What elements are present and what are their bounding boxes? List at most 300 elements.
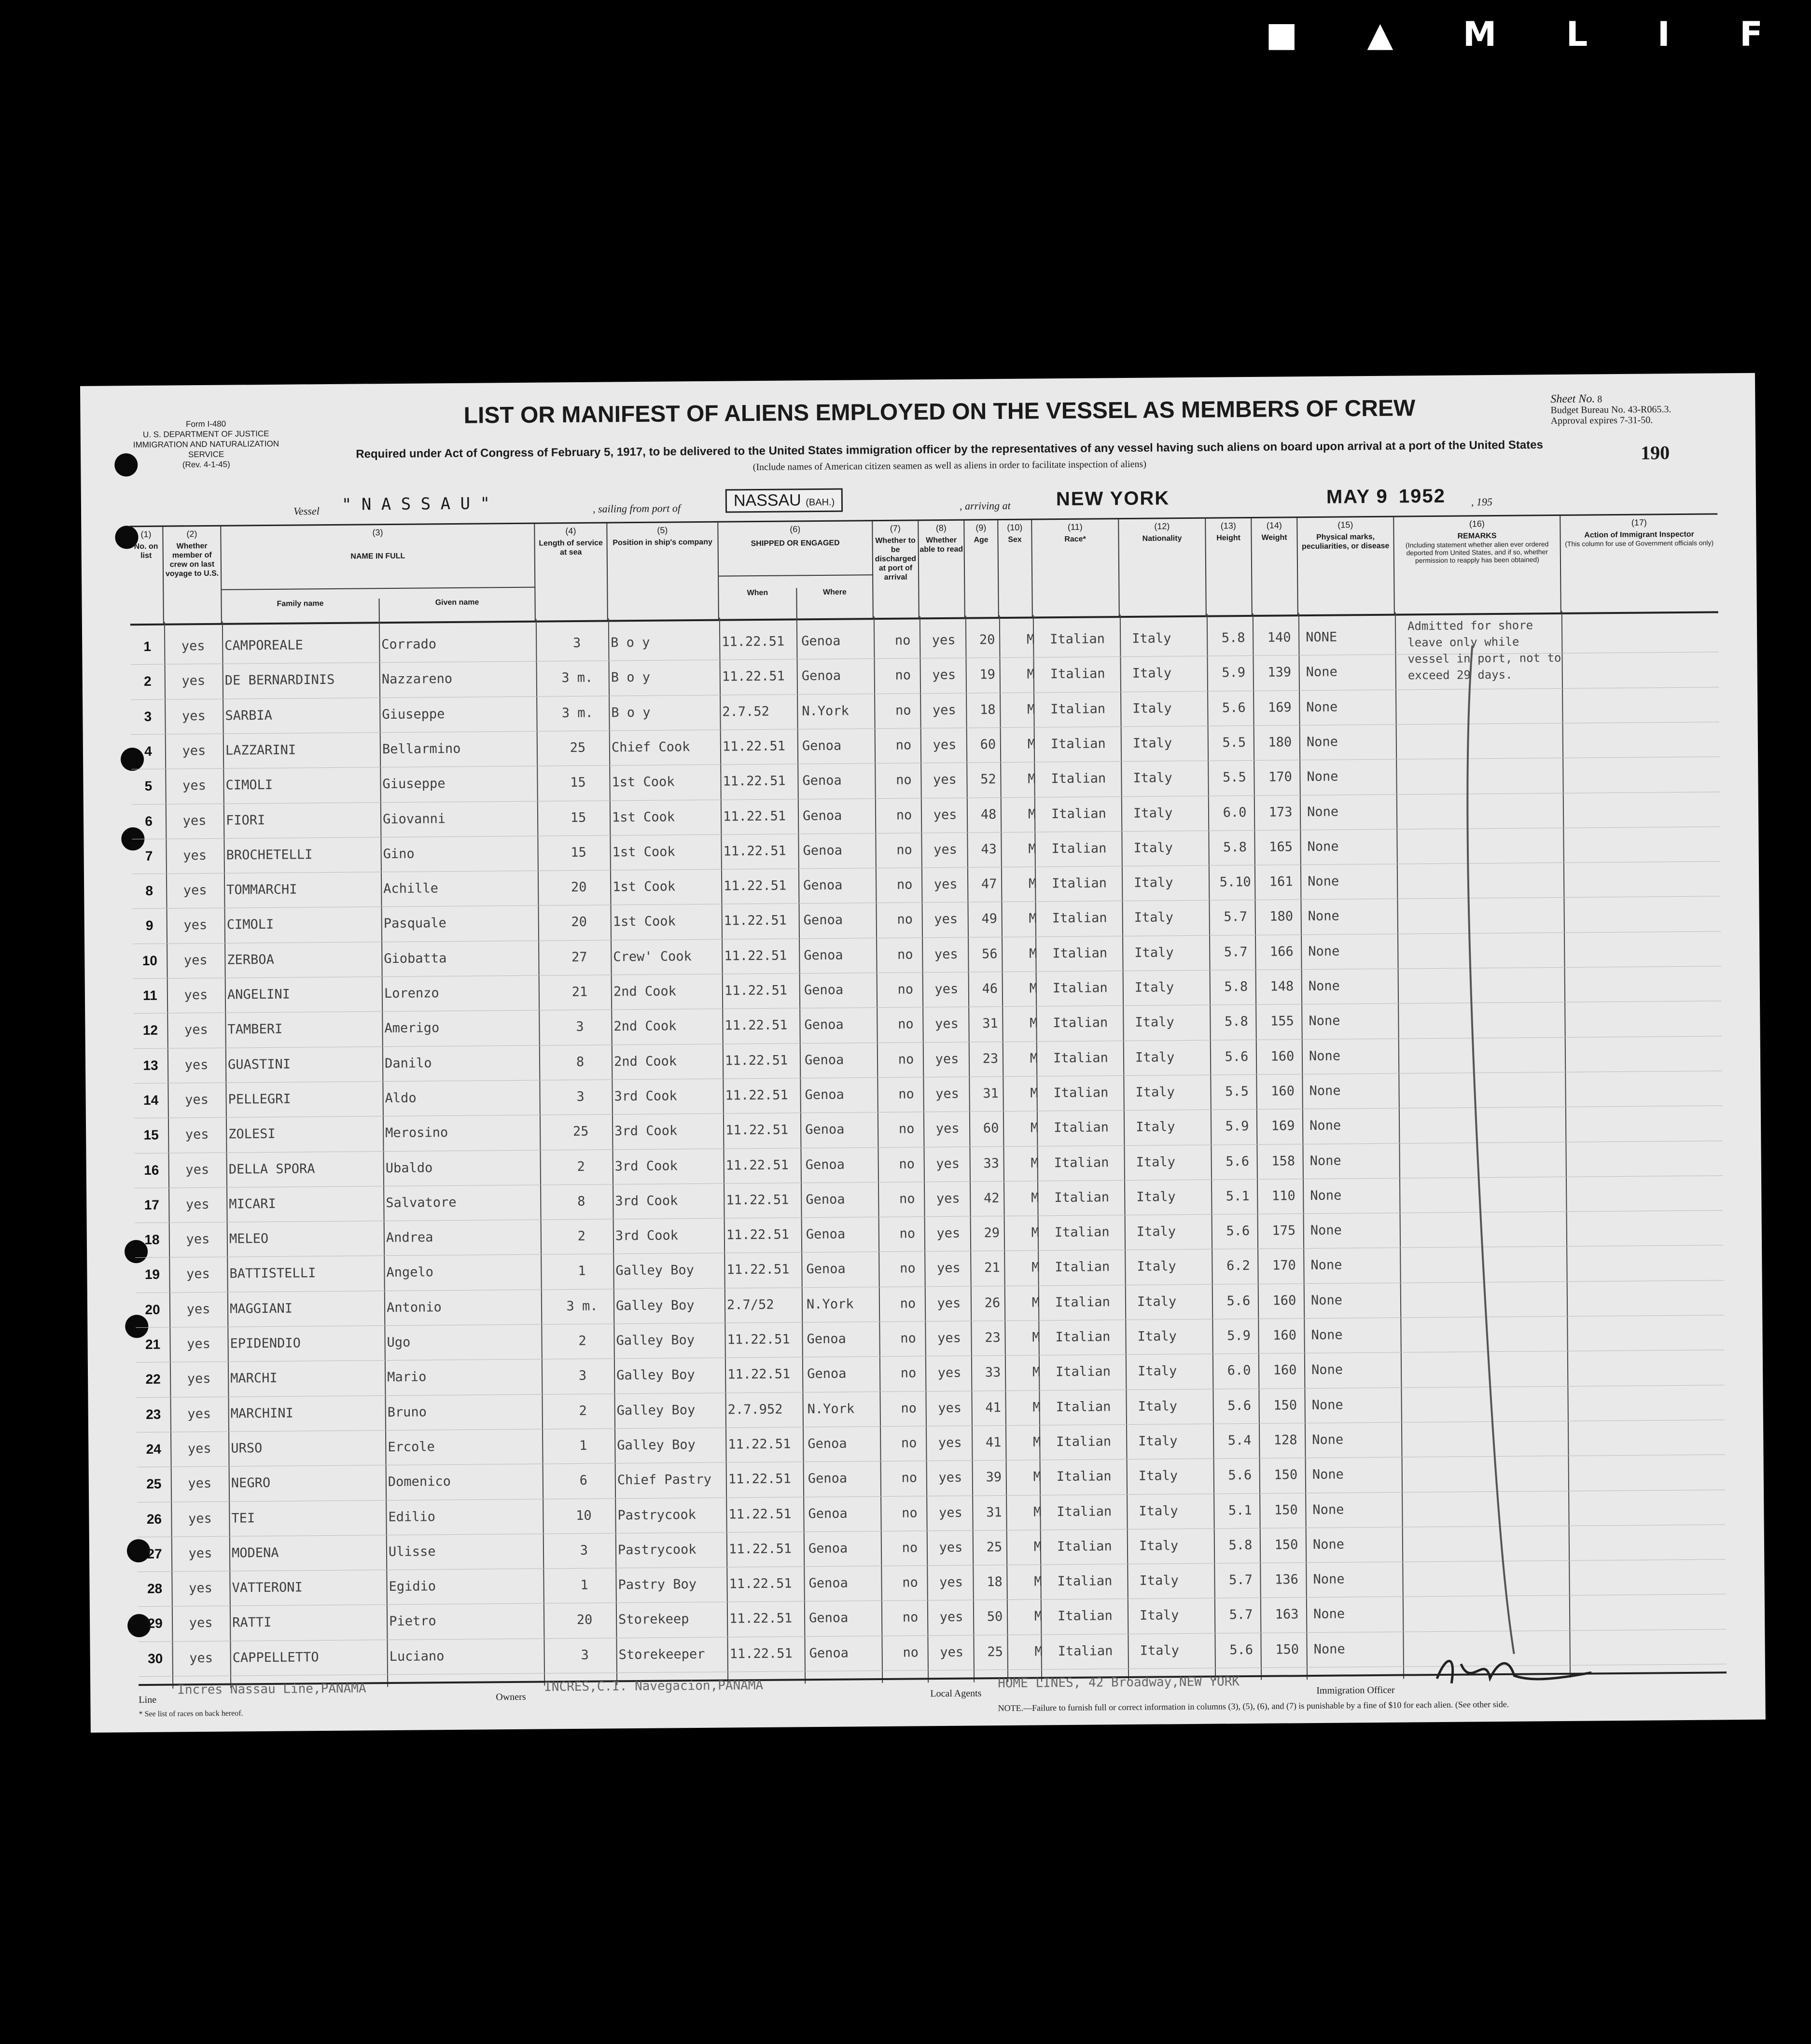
length-of-service: 3 xyxy=(576,1019,584,1035)
height: 5.6 xyxy=(1225,1049,1249,1065)
shipped-where: N.York xyxy=(806,1296,854,1312)
to-be-discharged: no xyxy=(902,1505,918,1521)
col-nationality: (12) Nationality xyxy=(1119,519,1207,616)
physical-marks: None xyxy=(1306,699,1338,715)
shipped-when: 11.22.51 xyxy=(724,983,788,999)
race: Italian xyxy=(1057,1503,1112,1519)
col-height: (13) Height xyxy=(1206,518,1253,615)
height: 5.10 xyxy=(1219,875,1251,890)
to-be-discharged: no xyxy=(897,982,914,997)
shipped-where: Genoa xyxy=(804,947,843,963)
age: 21 xyxy=(984,1260,1000,1276)
col-service: (4) Length of service at sea xyxy=(535,523,608,620)
shipped-when: 11.22.51 xyxy=(722,634,785,650)
shipped-where: Genoa xyxy=(808,1436,847,1452)
last-voyage: yes xyxy=(182,778,207,793)
col-read: (8) Whether able to read xyxy=(919,521,965,618)
family-name: LAZZARINI xyxy=(225,742,296,758)
race: Italian xyxy=(1054,1190,1110,1205)
agents-label: Local Agents xyxy=(930,1688,982,1699)
row-number: 4 xyxy=(144,743,152,759)
race: Italian xyxy=(1052,910,1107,926)
shipped-where: Genoa xyxy=(804,1017,844,1033)
position: Galley Boy xyxy=(615,1263,695,1279)
physical-marks: None xyxy=(1312,1502,1344,1517)
vessel-name: " N A S S A U " xyxy=(341,494,490,514)
weight: 110 xyxy=(1271,1188,1296,1204)
given-name: Antonio xyxy=(386,1299,442,1315)
nationality: Italy xyxy=(1140,1642,1180,1658)
row-number: 30 xyxy=(148,1651,163,1666)
row-number: 12 xyxy=(142,1023,158,1038)
shipped-when: 11.22.51 xyxy=(724,913,787,929)
last-voyage: yes xyxy=(184,1057,209,1072)
sex: M xyxy=(1032,1330,1040,1345)
given-name: Giovanni xyxy=(382,811,446,827)
length-of-service: 27 xyxy=(571,949,587,965)
col-race: (11) Race* xyxy=(1032,519,1120,616)
to-be-discharged: no xyxy=(898,1052,914,1067)
race: Italian xyxy=(1050,736,1106,752)
sex: M xyxy=(1032,1400,1041,1415)
able-to-read: yes xyxy=(936,1225,961,1241)
physical-marks: None xyxy=(1306,734,1338,750)
able-to-read: yes xyxy=(933,842,958,857)
budget-bureau: Budget Bureau No. 43-R065.3. xyxy=(1550,404,1672,416)
shipped-when: 11.22.51 xyxy=(726,1192,789,1208)
age: 18 xyxy=(979,702,996,717)
position: Pastrycook xyxy=(617,1542,697,1558)
family-name: TEI xyxy=(231,1510,255,1526)
nationality: Italy xyxy=(1137,1363,1177,1379)
shipped-when: 11.22.51 xyxy=(725,1087,788,1103)
shipped-when: 11.22.51 xyxy=(729,1646,793,1662)
given-name: Egidio xyxy=(389,1579,436,1595)
given-name: Andrea xyxy=(386,1230,433,1246)
physical-marks: None xyxy=(1312,1467,1344,1483)
given-name: Corrado xyxy=(381,637,437,653)
port-name: NASSAU xyxy=(733,491,801,510)
length-of-service: 2 xyxy=(577,1228,586,1244)
weight: 150 xyxy=(1274,1537,1298,1553)
last-voyage: yes xyxy=(187,1336,211,1352)
length-of-service: 10 xyxy=(576,1508,592,1523)
given-name: Pasquale xyxy=(383,916,446,932)
to-be-discharged: no xyxy=(896,842,912,858)
nationality: Italy xyxy=(1138,1398,1178,1414)
row-number: 22 xyxy=(145,1372,161,1387)
row-number: 26 xyxy=(146,1511,162,1527)
sex: M xyxy=(1032,1434,1041,1450)
given-name: Bellarmino xyxy=(382,741,461,757)
shipped-where: Genoa xyxy=(808,1541,848,1557)
race: Italian xyxy=(1050,701,1106,717)
shipped-where: Genoa xyxy=(807,1331,846,1347)
family-name: URSO xyxy=(231,1440,263,1456)
race: Italian xyxy=(1056,1469,1112,1485)
height: 6.0 xyxy=(1227,1363,1251,1378)
row-number: 21 xyxy=(145,1336,161,1352)
position: 1st Cook xyxy=(612,809,675,825)
to-be-discharged: no xyxy=(902,1610,919,1626)
able-to-read: yes xyxy=(933,807,957,822)
last-voyage: yes xyxy=(189,1581,213,1596)
height: 5.6 xyxy=(1222,700,1246,716)
height: 5.1 xyxy=(1228,1502,1252,1518)
sex: M xyxy=(1029,911,1037,926)
family-name: CAMPOREALE xyxy=(224,638,303,654)
last-voyage: yes xyxy=(188,1511,212,1526)
physical-marks: None xyxy=(1310,1188,1342,1203)
shipped-where: Genoa xyxy=(803,913,843,928)
weight: 136 xyxy=(1274,1572,1299,1587)
to-be-discharged: no xyxy=(896,877,913,892)
race: Italian xyxy=(1054,1224,1110,1240)
row-number: 2 xyxy=(143,674,152,689)
able-to-read: yes xyxy=(936,1156,960,1171)
age: 47 xyxy=(981,876,997,892)
weight: 148 xyxy=(1270,979,1294,994)
able-to-read: yes xyxy=(934,981,959,997)
nationality: Italy xyxy=(1135,1049,1175,1065)
given-name: Danilo xyxy=(384,1055,432,1071)
family-name: BATTISTELLI xyxy=(229,1265,316,1282)
age: 41 xyxy=(985,1400,1002,1415)
race: Italian xyxy=(1051,841,1107,857)
position: 1st Cook xyxy=(613,914,676,930)
to-be-discharged: no xyxy=(895,737,912,753)
nationality: Italy xyxy=(1137,1329,1177,1344)
shipped-when: 11.22.51 xyxy=(723,773,786,789)
family-name: DE BERNARDINIS xyxy=(224,672,335,688)
to-be-discharged: no xyxy=(899,1191,915,1207)
family-name: MARCHINI xyxy=(230,1405,293,1421)
length-of-service: 20 xyxy=(576,1613,593,1628)
given-name: Salvatore xyxy=(386,1195,457,1210)
age: 25 xyxy=(986,1539,1003,1555)
given-name: Nazzareno xyxy=(381,671,453,687)
shipped-when: 11.22.51 xyxy=(728,1436,791,1452)
height: 6.0 xyxy=(1223,805,1247,820)
col-given-name: Given name xyxy=(435,598,479,607)
col-age: (9) Age xyxy=(964,520,999,617)
age: 56 xyxy=(981,946,998,962)
weight: 155 xyxy=(1270,1014,1294,1029)
to-be-discharged: no xyxy=(898,1086,914,1102)
last-voyage: yes xyxy=(185,1162,209,1177)
weight: 160 xyxy=(1270,1048,1295,1064)
nationality: Italy xyxy=(1136,1224,1176,1239)
col-when: When xyxy=(719,588,797,619)
able-to-read: yes xyxy=(939,1574,963,1590)
shipped-where: Genoa xyxy=(805,1122,845,1138)
age: 48 xyxy=(980,806,997,822)
position: 3rd Cook xyxy=(614,1123,678,1139)
able-to-read: yes xyxy=(933,737,957,753)
age: 29 xyxy=(984,1225,1000,1241)
position: B o y xyxy=(611,705,651,720)
physical-marks: NONE xyxy=(1306,629,1337,645)
shipped-when: 11.22.51 xyxy=(725,1157,789,1173)
nationality: Italy xyxy=(1132,666,1172,681)
physical-marks: None xyxy=(1309,1153,1341,1168)
col-physical-marks: (15) Physical marks, peculiarities, or disease xyxy=(1297,517,1395,615)
to-be-discharged: no xyxy=(897,912,913,928)
physical-marks: None xyxy=(1309,1083,1341,1098)
length-of-service: 8 xyxy=(576,1054,585,1070)
arrival-date: MAY 9 xyxy=(1326,486,1388,508)
to-be-discharged: no xyxy=(900,1331,916,1346)
height: 5.7 xyxy=(1224,909,1248,925)
last-voyage: yes xyxy=(185,1092,209,1108)
height: 5.6 xyxy=(1226,1154,1250,1169)
position: Chief Cook xyxy=(611,739,690,755)
position: Galley Boy xyxy=(615,1297,695,1314)
sex: M xyxy=(1033,1504,1042,1520)
sheet-value: 8 xyxy=(1597,394,1602,405)
age: 31 xyxy=(982,1016,998,1031)
family-name: ZOLESI xyxy=(228,1126,276,1142)
nationality: Italy xyxy=(1138,1433,1178,1449)
nationality: Italy xyxy=(1132,700,1172,716)
family-name: CIMOLI xyxy=(226,917,274,933)
age: 25 xyxy=(987,1644,1003,1660)
col-name: (3) NAME IN FULL Family name Given name xyxy=(221,524,536,623)
nationality: Italy xyxy=(1133,805,1173,821)
height: 6.2 xyxy=(1226,1258,1250,1274)
family-name: BROCHETELLI xyxy=(226,847,313,863)
weight: 150 xyxy=(1275,1641,1299,1657)
nationality: Italy xyxy=(1137,1259,1176,1275)
position: Pastry Boy xyxy=(618,1577,697,1593)
last-voyage: yes xyxy=(187,1441,211,1457)
last-voyage: yes xyxy=(183,918,208,933)
length-of-service: 2 xyxy=(578,1333,586,1349)
weight: 161 xyxy=(1269,874,1293,890)
race: Italian xyxy=(1050,666,1105,682)
nationality: Italy xyxy=(1136,1154,1176,1170)
position: Galley Boy xyxy=(616,1402,696,1418)
given-name: Bruno xyxy=(387,1404,427,1420)
last-voyage: yes xyxy=(183,883,207,898)
shipped-when: 2.7/52 xyxy=(726,1297,774,1313)
weight: 180 xyxy=(1269,909,1294,925)
given-name: Merosino xyxy=(385,1125,448,1141)
col-sex: (10) Sex xyxy=(998,520,1033,617)
nationality: Italy xyxy=(1138,1468,1178,1484)
to-be-discharged: no xyxy=(897,947,913,962)
sex: M xyxy=(1027,737,1036,752)
nationality: Italy xyxy=(1132,736,1172,751)
shipped-where: Genoa xyxy=(805,1087,844,1103)
age: 31 xyxy=(986,1504,1002,1520)
given-name: Giobatta xyxy=(384,950,447,966)
position: 1st Cook xyxy=(612,844,675,860)
last-voyage: yes xyxy=(181,638,205,654)
family-name: VATTERONI xyxy=(232,1580,303,1596)
row-number: 6 xyxy=(145,813,153,829)
sex: M xyxy=(1029,981,1038,996)
last-voyage: yes xyxy=(185,1127,209,1142)
row-number: 7 xyxy=(145,848,153,863)
given-name: Pietro xyxy=(389,1613,436,1629)
to-be-discharged: no xyxy=(896,772,912,788)
physical-marks: None xyxy=(1311,1362,1343,1378)
shipped-where: Genoa xyxy=(809,1645,849,1661)
family-name: MAGGIANI xyxy=(229,1301,293,1317)
arriving-label: , arriving at xyxy=(959,499,1011,512)
given-name: Edilio xyxy=(388,1509,436,1525)
shipped-where: Genoa xyxy=(804,982,844,998)
physical-marks: None xyxy=(1312,1537,1345,1552)
given-name: Angelo xyxy=(386,1265,434,1280)
age: 19 xyxy=(979,667,996,682)
shipped-where: Genoa xyxy=(806,1261,846,1277)
family-name: PELLEGRI xyxy=(228,1091,291,1107)
shipped-when: 11.22.51 xyxy=(729,1611,793,1627)
shipped-when: 11.22.51 xyxy=(726,1227,790,1243)
sheet-number: 190 xyxy=(1641,442,1670,464)
physical-marks: None xyxy=(1308,908,1339,924)
age: 39 xyxy=(986,1470,1002,1485)
physical-marks: None xyxy=(1313,1641,1345,1657)
race: Italian xyxy=(1052,980,1108,996)
row-number: 25 xyxy=(146,1476,162,1492)
weight: 150 xyxy=(1274,1502,1298,1518)
shipped-where: Genoa xyxy=(807,1366,847,1382)
last-voyage: yes xyxy=(181,673,206,689)
physical-marks: None xyxy=(1306,664,1337,680)
nationality: Italy xyxy=(1139,1573,1179,1588)
arrival-port: NEW YORK xyxy=(1056,487,1170,510)
race: Italian xyxy=(1055,1294,1110,1310)
age: 49 xyxy=(981,911,998,927)
length-of-service: 20 xyxy=(571,879,587,895)
length-of-service: 3 xyxy=(576,1089,585,1104)
sex: M xyxy=(1026,632,1035,647)
last-voyage: yes xyxy=(182,813,207,828)
age: 43 xyxy=(981,841,997,857)
length-of-service: 3 xyxy=(581,1647,589,1663)
height: 5.8 xyxy=(1224,1014,1248,1029)
given-name: Giuseppe xyxy=(382,776,446,792)
col-no: (1) No. on list xyxy=(129,527,164,624)
weight: 165 xyxy=(1269,839,1293,855)
sex: M xyxy=(1028,841,1036,857)
vessel-label: Vessel xyxy=(293,505,320,517)
shipped-where: N.York xyxy=(802,703,850,719)
position: 1st Cook xyxy=(612,774,675,790)
length-of-service: 2 xyxy=(579,1403,587,1418)
able-to-read: yes xyxy=(939,1540,963,1555)
weight: 160 xyxy=(1273,1363,1297,1378)
race: Italian xyxy=(1057,1573,1113,1589)
height: 5.9 xyxy=(1222,665,1246,681)
officer-label: Immigration Officer xyxy=(1316,1684,1395,1696)
nationality: Italy xyxy=(1139,1538,1179,1554)
able-to-read: yes xyxy=(937,1330,961,1346)
approval-expiry: Approval expires 7-31-50. xyxy=(1550,415,1653,427)
port-note: (BAH.) xyxy=(806,497,835,508)
nationality: Italy xyxy=(1132,631,1171,646)
given-name: Lorenzo xyxy=(384,986,439,1001)
given-name: Giuseppe xyxy=(382,706,445,722)
family-name: FIORI xyxy=(225,812,265,828)
weight: 170 xyxy=(1268,769,1292,785)
race: Italian xyxy=(1050,631,1105,647)
shipped-when: 11.22.51 xyxy=(723,808,786,824)
nationality: Italy xyxy=(1139,1503,1178,1519)
shipped-where: Genoa xyxy=(808,1610,849,1626)
age: 46 xyxy=(982,981,998,997)
last-voyage: yes xyxy=(186,1266,210,1282)
able-to-read: yes xyxy=(938,1505,962,1520)
able-to-read: yes xyxy=(938,1435,962,1450)
to-be-discharged: no xyxy=(901,1435,917,1451)
to-be-discharged: no xyxy=(895,703,911,718)
weight: 180 xyxy=(1268,735,1292,750)
position: Storekeep xyxy=(618,1612,689,1627)
sex: M xyxy=(1028,771,1036,787)
race: Italian xyxy=(1057,1608,1113,1624)
race: Italian xyxy=(1052,876,1107,891)
sheet-label: Sheet No. xyxy=(1550,392,1595,406)
sex: M xyxy=(1028,876,1037,891)
race: Italian xyxy=(1051,806,1106,821)
shipped-where: N.York xyxy=(807,1401,855,1417)
race: Italian xyxy=(1053,1085,1109,1101)
department: U. S. DEPARTMENT OF JUSTICE xyxy=(142,429,269,439)
col-weight: (14) Weight xyxy=(1252,518,1298,615)
race: Italian xyxy=(1056,1434,1112,1450)
race: Italian xyxy=(1058,1643,1113,1659)
physical-marks: None xyxy=(1308,874,1339,890)
able-to-read: yes xyxy=(938,1400,962,1416)
nationality: Italy xyxy=(1136,1119,1175,1135)
physical-marks: None xyxy=(1309,1013,1340,1029)
length-of-service: 2 xyxy=(577,1159,585,1174)
manifest-sheet xyxy=(80,373,1766,1733)
nationality: Italy xyxy=(1133,840,1173,856)
age: 33 xyxy=(983,1155,1000,1171)
race: Italian xyxy=(1053,1015,1108,1031)
row-number: 5 xyxy=(144,779,153,794)
length-of-service: 1 xyxy=(580,1577,588,1593)
race: Italian xyxy=(1056,1399,1111,1415)
family-name: CIMOLI xyxy=(225,778,273,793)
last-voyage: yes xyxy=(185,1196,209,1212)
shipped-where: Genoa xyxy=(804,1052,844,1068)
last-voyage: yes xyxy=(189,1615,213,1631)
line-value: Incres Nassau Line,PANAMA xyxy=(177,1681,366,1697)
family-name: ANGELINI xyxy=(227,987,291,1002)
height: 5.6 xyxy=(1227,1398,1252,1413)
remarks-bracket-line xyxy=(1466,645,1514,1655)
position: 3rd Cook xyxy=(615,1228,679,1244)
weight: 173 xyxy=(1268,804,1293,820)
owners-value: INCRES,C.I. Navegacion,PANAMA xyxy=(544,1678,764,1695)
shipped-when: 11.22.51 xyxy=(728,1471,791,1487)
shipped-where: Genoa xyxy=(808,1506,848,1521)
sex: M xyxy=(1031,1260,1040,1275)
last-voyage: yes xyxy=(188,1476,212,1491)
nationality: Italy xyxy=(1133,770,1172,786)
shipped-when: 11.22.51 xyxy=(724,1017,788,1033)
col-remarks: (16) REMARKS (Including statement whether alien ever ordered deported from United States, and if so, whether permission to reapply has been obtained) xyxy=(1394,516,1561,614)
row-number: 11 xyxy=(142,987,157,1003)
age: 42 xyxy=(983,1190,1000,1206)
position: Chief Pastry xyxy=(617,1472,712,1488)
